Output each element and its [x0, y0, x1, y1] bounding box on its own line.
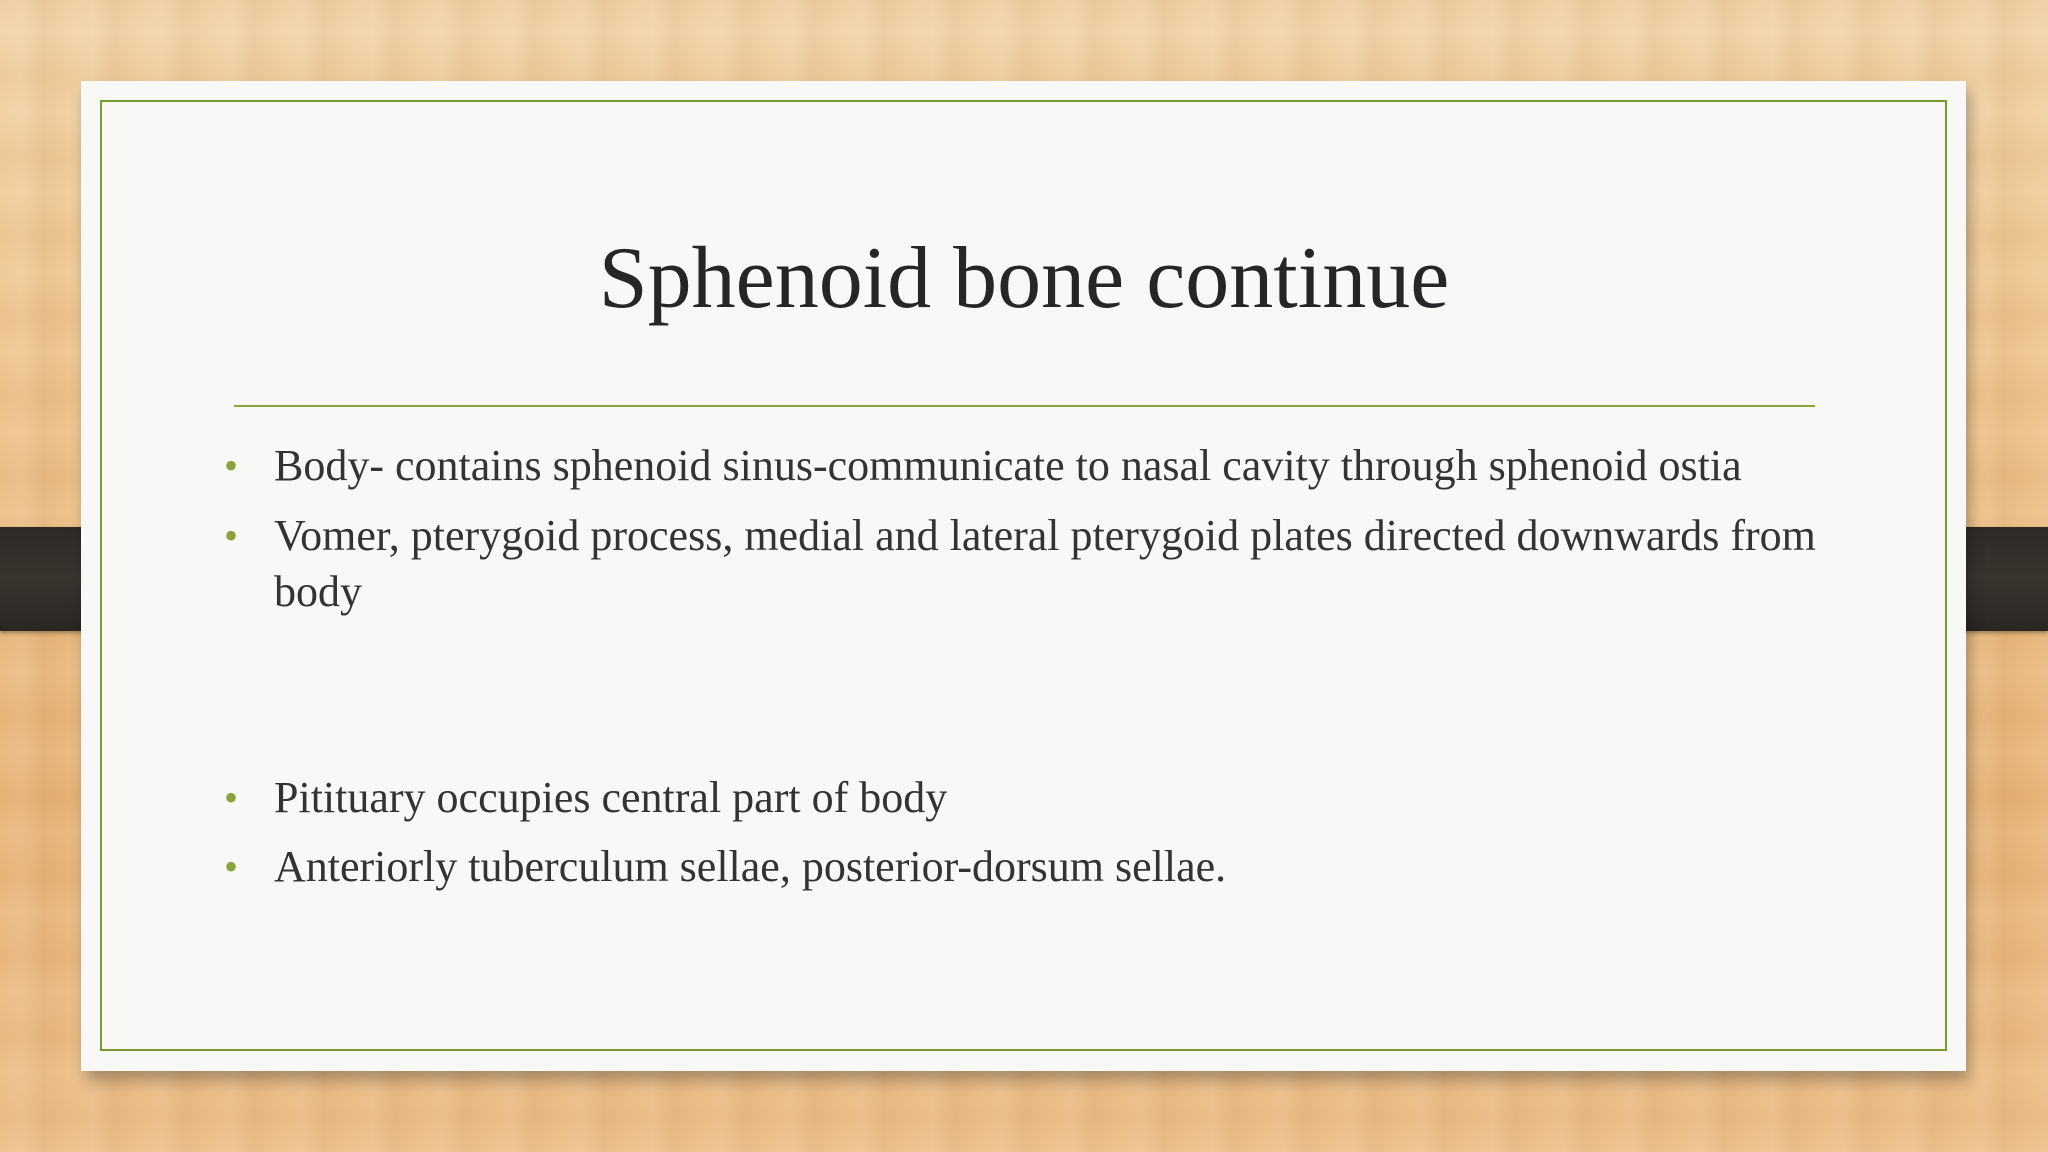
bullet-text: Vomer, pterygoid process, medial and lateral pterygoid plates directed downwards from body [274, 511, 1816, 616]
bullet-icon: • [224, 775, 239, 820]
slide-title: Sphenoid bone continue [598, 230, 1450, 327]
bullet-icon: • [224, 844, 239, 889]
bullet-item [224, 438, 1824, 494]
bullet-item [224, 770, 1824, 826]
bullet-item [224, 839, 1824, 895]
bullet-text: Pitituary occupies central part of body [274, 773, 948, 822]
bullet-text: Body- contains sphenoid sinus-communicate to nasal cavity through sphenoid ostia [274, 441, 1742, 490]
bullet-item [224, 508, 1824, 620]
bullet-icon: • [224, 513, 239, 558]
bullet-text: Anteriorly tuberculum sellae, posterior-dorsum sellae. [274, 842, 1227, 891]
bullet-icon: • [224, 443, 239, 488]
title-divider [234, 405, 1815, 407]
